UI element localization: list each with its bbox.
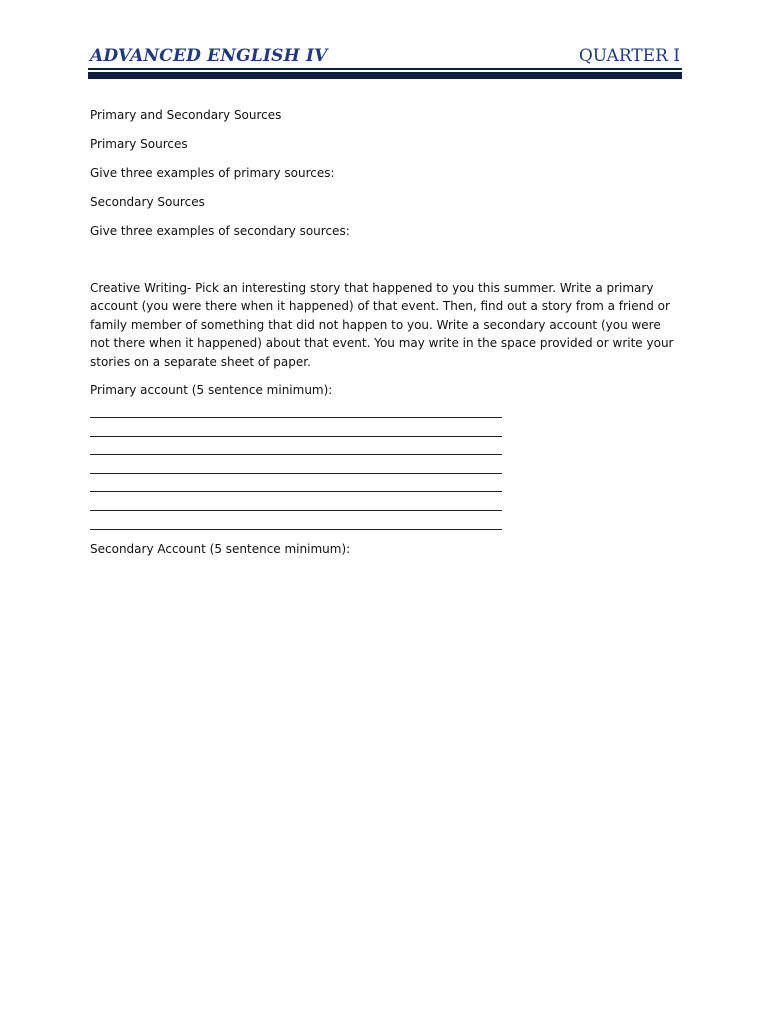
secondary-account-label: Secondary Account (5 sentence minimum):: [90, 542, 351, 557]
answer-line: [90, 455, 502, 474]
answer-line: [90, 400, 502, 419]
primary-sources-heading: Primary Sources: [90, 137, 188, 151]
answer-line: [90, 511, 502, 530]
primary-account-answer-lines: [90, 400, 680, 530]
header-rule-thick: [88, 72, 682, 79]
secondary-sources-prompt: Give three examples of secondary sources:: [90, 224, 350, 238]
answer-line: [90, 437, 502, 456]
header-rule-thin: [88, 68, 682, 70]
primary-account-label: Primary account (5 sentence minimum):: [90, 383, 333, 397]
quarter-label: QUARTER I: [578, 46, 680, 66]
course-title: ADVANCED ENGLISH IV: [90, 46, 328, 66]
secondary-sources-heading: Secondary Sources: [90, 195, 205, 209]
answer-line: [90, 492, 502, 511]
page-header: [90, 46, 680, 70]
answer-line: [90, 474, 502, 493]
answer-line: [90, 418, 502, 437]
creative-writing-instructions: Creative Writing- Pick an interesting story that happened to you this summer. Write a primary account (you were there when it happened) of that event. Then, find out a story from a friend or family member of something that did not happen to you. Write a secondary account (you were not there when it happened) about that event. You may write in the space provided or write your stories on a separate sheet of paper.: [90, 280, 674, 369]
worksheet-body: [90, 106, 680, 559]
section-title: Primary and Secondary Sources: [90, 108, 282, 122]
primary-sources-prompt: Give three examples of primary sources:: [90, 166, 335, 180]
